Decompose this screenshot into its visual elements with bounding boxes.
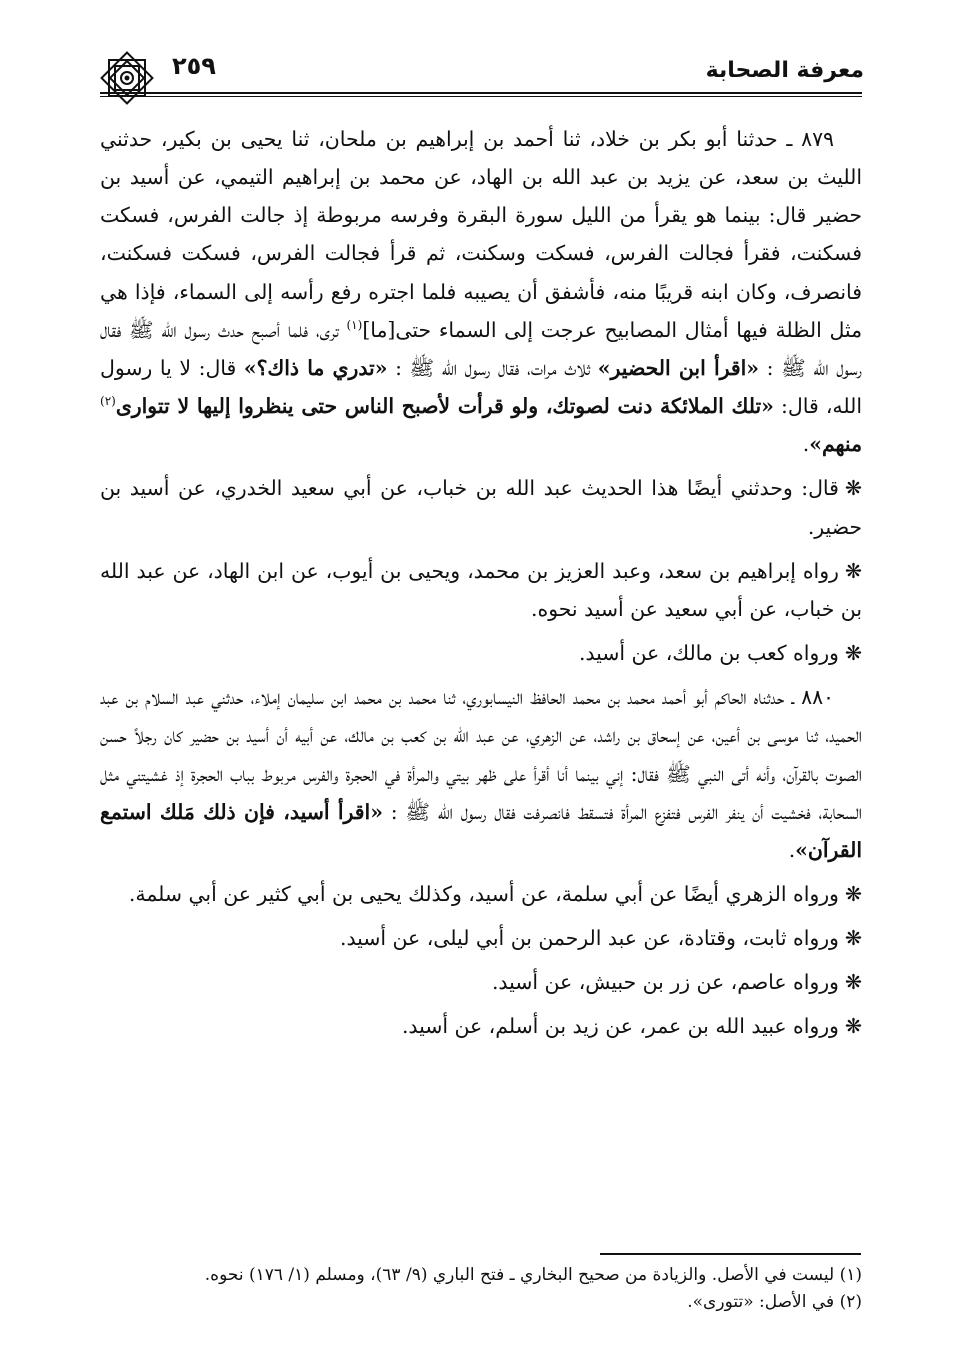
asterisk-icon: ❋ bbox=[844, 558, 862, 583]
asterisk-icon: ❋ bbox=[844, 926, 862, 951]
footnotes bbox=[100, 1262, 862, 1316]
hadith-879-text-3: ثلاث مرات، فقال رسول الله ﷺ : bbox=[387, 355, 598, 380]
footnote-marker-2: (٢) bbox=[100, 394, 116, 409]
note-paragraph bbox=[100, 875, 862, 913]
hadith-879-quote-3: «تلك الملائكة دنت لصوتك، ولو قرأت لأصبح الناس حتى ينظروا إليها لا تتوارى bbox=[115, 394, 774, 419]
running-title: معرفة الصحابة bbox=[705, 58, 864, 83]
note-text: قال: وحدثني أيضًا هذا الحديث عبد الله بن خباب، عن أبي سعيد الخدري، عن أسيد بن حضير. bbox=[100, 476, 862, 539]
note-paragraph bbox=[100, 469, 862, 545]
star-ornament-icon bbox=[95, 46, 159, 110]
note-paragraph bbox=[100, 552, 862, 628]
note-paragraph bbox=[100, 634, 862, 672]
note-paragraph bbox=[100, 919, 862, 957]
note-text: ورواه الزهري أيضًا عن أبي سلمة، عن أسيد، وكذلك يحيى بن أبي كثير عن أبي سلمة. bbox=[128, 881, 839, 906]
footnote-marker-1: (١) bbox=[346, 317, 363, 332]
note-text: ورواه كعب بن مالك، عن أسيد. bbox=[578, 641, 839, 666]
hadith-879-bracket: [ما] bbox=[362, 317, 396, 342]
hadith-879-text-4: قال: لا يا رسول الله، قال: bbox=[100, 355, 862, 419]
note-paragraph bbox=[100, 963, 862, 1001]
note-paragraph bbox=[100, 1007, 862, 1045]
note-text: ورواه عاصم، عن زر بن حبيش، عن أسيد. bbox=[491, 970, 839, 995]
hadith-880-end: . bbox=[788, 837, 796, 862]
asterisk-icon: ❋ bbox=[844, 1014, 862, 1039]
header-rule-thin bbox=[100, 96, 862, 97]
hadith-879 bbox=[100, 120, 862, 463]
asterisk-icon: ❋ bbox=[844, 641, 862, 666]
hadith-879-intro: ٨٧٩ ـ حدثنا أبو بكر بن خلاد، ثنا أحمد بن إبراهيم بن ملحان، ثنا يحيى بن بكير، حدثني الليث بن سعد، عن يزيد بن عبد الله بن الهاد، عن محمد بن إبراهيم التيمي، عن أسيد بن حضير قال: بينما هو يقرأ من الليل سورة البقرة وفرسه مربوطة إذ جالت الفرس، فسكت فسكنت، فقرأ فجالت الفرس، فسكت وسكنت، ثم قرأ فجالت الفرس، فسكت فسكنت، فانصرف، وكان ابنه قريبًا منه، فأشفق أن يصيبه فلما اجتره رفع رأسه إلى السماء، فإذا هي مثل الظلة فيها أمثال المصابيح عرجت إلى السماء حتى bbox=[100, 127, 862, 342]
hadith-879-quote-1: «اقرأ ابن الحضير» bbox=[597, 355, 760, 380]
page-header bbox=[100, 50, 862, 94]
note-text: رواه إبراهيم بن سعد، وعبد العزيز بن محمد، ويحيى بن أيوب، عن ابن الهاد، عن عبد الله بن خباب، عن أبي سعيد عن أسيد نحوه. bbox=[100, 558, 862, 621]
hadith-879-end: . bbox=[802, 432, 810, 457]
main-text bbox=[100, 120, 862, 1052]
hadith-879-quote-2: «تدري ما ذاك؟» bbox=[243, 355, 388, 380]
footnote-2: (٢) في الأصل: «تتورى». bbox=[687, 1292, 862, 1313]
footnote-1: (١) ليست في الأصل. والزيادة من صحيح البخاري ـ فتح الباري (٩/ ٦٣)، ومسلم (١/ ١٧٦) نحوه. bbox=[204, 1265, 862, 1285]
asterisk-icon: ❋ bbox=[844, 881, 862, 906]
hadith-880-quote: «اقرأ أسيد، فإن ذلك مَلك استمع القرآن» bbox=[100, 799, 862, 862]
page-number: ٢٥٩ bbox=[172, 52, 216, 80]
note-text: ورواه عبيد الله بن عمر، عن زيد بن أسلم، عن أسيد. bbox=[401, 1014, 839, 1039]
asterisk-icon: ❋ bbox=[844, 970, 862, 995]
hadith-880-intro: ٨٨٠ ـ حدثناه الحاكم أبو أحمد محمد بن محمد الحافظ النيسابوري، ثنا محمد بن محمد ابن سليمان إملاء، حدثني عبد السلام بن عبد الحميد، ثنا موسى بن أعين، عن إسحاق بن راشد، عن الزهري، عن عبد الله بن كعب بن مالك، عن أبيه أن أسيد بن حضير كان رجلاً حسن الصوت بالقرآن، وأنه أتى النبي ﷺ فقال: إني بينما أنا أقرأ على ظهر بيتي والمرأة في الحجرة والفرس مربوط بباب الحجرة إذ غشيتني مثل السحابة، فخشيت أن ينفر الفرس فتفزع المرأة فتسقط فانصرفت فقال رسول الله ﷺ : bbox=[100, 685, 862, 824]
asterisk-icon: ❋ bbox=[844, 476, 862, 501]
note-text: ورواه ثابت، وقتادة، عن عبد الرحمن بن أبي ليلى، عن أسيد. bbox=[339, 926, 839, 951]
hadith-879-text-2: ترى، فلما أصبح حدث رسول الله ﷺ فقال رسول الله ﷺ : bbox=[100, 317, 862, 380]
hadith-880 bbox=[100, 678, 862, 869]
footnote-rule bbox=[600, 1253, 861, 1255]
hadith-879-quote-3-end: منهم» bbox=[809, 432, 862, 457]
header-rule bbox=[100, 92, 862, 94]
